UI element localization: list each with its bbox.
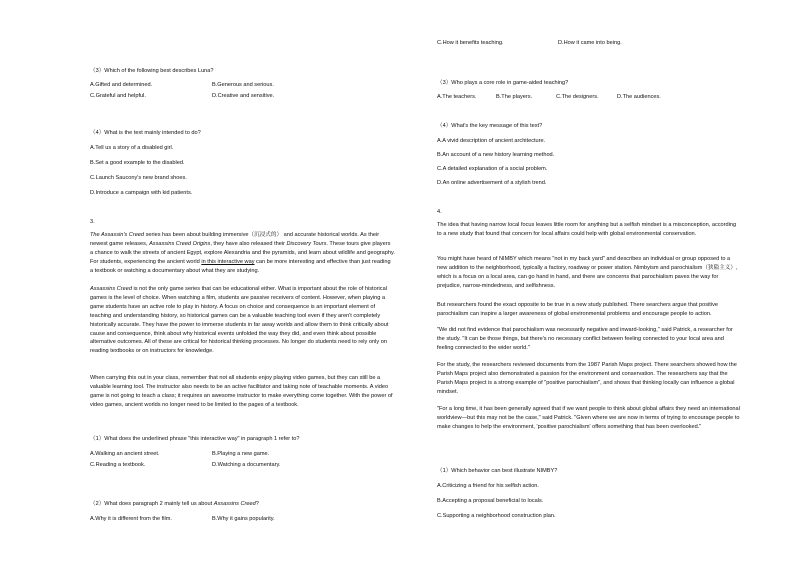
passage-paragraph: When carrying this out in your class, remember that not all students enjoy playing video games, but they can still be a valuable learning tool. The instructor also needs to be an active facilitator and taking note of teachable moments. A video game is not going to teach a class; it requires an awesome instructor to make everything come together. With the power of video games, ancient worlds no longer need to be limited to the pages of a textbook. — [90, 375, 393, 408]
passage-paragraph: For the study, the researchers reviewed documents from the 1987 Parish Maps project. There searchers showed how the Parish Maps project also demonstrated a passion for the environment and conservation. The researchers say that the Parish Maps project is a strong example of "positive parochialism", and shows that thinking locally can influence a global mindset. — [437, 362, 737, 395]
passage-paragraph: "For a long time, it has been generally agreed that if we want people to think about global affairs they need an international worldview—but this may not be the case," said Patrick. "Given where we are now in terms of trying to encourage people to make changes to help the environment, 'positive parochialism' offers something that has been overlooked." — [437, 406, 740, 430]
option-b: B.The players. — [496, 94, 533, 100]
question-stem: （3）Which of the following best describes Luna? — [90, 68, 214, 74]
option-b: B.Set a good example to the disabled. — [90, 160, 185, 166]
option-c: C.Grateful and helpful. — [90, 93, 146, 99]
option-a: A.Gifted and determined. — [90, 82, 153, 88]
question-stem: （3）Who plays a core role in game-aided teaching? — [437, 80, 569, 86]
passage-paragraph: Assassins Creed is not the only game series that can be educational either. What is important about the role of historical games is the level of choice. When watching a film, students are passive receivers of content. However, when playing a game students have an active role to play in history. A focus on choice and consequence is an important element of teaching and understanding history, so historical games can be a valuable teaching tool even if they aren't completely historically accurate. They have the power to immerse students in far away worlds and allow them to think critically about cause and consequence, think about why historical events unfolded the way they did, and even think about possible alternative outcomes. All of these are critical for historical thinking processes. No longer do students need to rely only on reading textbooks or on instructors for knowledge. — [90, 286, 389, 355]
option-c: C.Launch Saucony's new brand shoes. — [90, 175, 187, 181]
passage-paragraph: But researchers found the exact opposite to be true in a new study published. There searchers argue that positive parochialism can inspire a larger awareness of global environmental problems and encourage people to action. — [437, 302, 718, 317]
option-a: A.Criticizing a friend for his selfish action. — [437, 483, 539, 489]
option-d: D.An online advertisement of a stylish trend. — [437, 180, 547, 186]
option-a: A.A vivid description of ancient architecture. — [437, 138, 546, 144]
underlined-phrase: in this interactive way — [201, 258, 255, 265]
passage-paragraph: The idea that having narrow local focus leaves little room for anything but a selfish mindset is a misconception, according to a new study that found that concern for local affairs could help with global environmental conservation. — [437, 222, 737, 237]
section-number: 4. — [437, 209, 442, 215]
option-a: A.Tell us a story of a disabled girl. — [90, 145, 174, 151]
option-d: D.Introduce a campaign with kid patients. — [90, 190, 193, 196]
option-b: B.Why it gains popularity. — [212, 516, 275, 522]
question-stem: （1）Which behavior can best illustrate NIMBY? — [437, 468, 558, 474]
option-c: C.Supporting a neighborhood construction plan. — [437, 513, 556, 519]
passage-paragraph: "We did not find evidence that parochialism was necessarily negative and inward-looking," said Patrick, a researcher for the study. "It can be those things, but there's no necessary conflict between feeling connected to your local area and feeling connected to the wider world." — [437, 327, 733, 351]
option-a: A.The teachers. — [437, 94, 477, 100]
option-a: A.Walking an ancient street. — [90, 451, 160, 457]
question-stem: （4）What is the text mainly intended to do? — [90, 130, 201, 136]
option-c: C.The designers. — [556, 94, 599, 100]
option-d: D.Creative and sensitive. — [212, 93, 275, 99]
option-d: D.Watching a documentary. — [212, 462, 281, 468]
option-b: B.Playing a new game. — [212, 451, 270, 457]
passage-paragraph: You might have heard of NIMBY which means "not in my back yard" and describes an individual or group opposed to a new addition to the neighborhood, typically a factory, roadway or power station. Nimbyism and parochialism（狭隘主义）, which is a focus on a local area, can go hand in hand, and there are concerns that parochialism paves the way for prejudice, narrow-mindedness, and selfishness. — [437, 256, 738, 289]
option-d: D.The audiences. — [617, 94, 661, 100]
question-stem: （1）What does the underlined phrase "this interactive way" in paragraph 1 refer to? — [90, 436, 300, 442]
option-a: A.Why it is different from the film. — [90, 516, 172, 522]
option-b: B.An account of a new history learning method. — [437, 152, 555, 158]
option-c: C.A detailed explanation of a social problem. — [437, 166, 548, 172]
question-stem: （4）What's the key message of this text? — [437, 123, 543, 129]
option-b: B.Accepting a proposal beneficial to locals. — [437, 498, 544, 504]
section-number: 3. — [90, 219, 95, 225]
option-c: C.How it benefits teaching. — [437, 40, 504, 46]
question-stem: （2）What does paragraph 2 mainly tell us about Assassins Creed? — [90, 501, 259, 507]
passage-paragraph: The Assassin's Creed series has been about building immersive（沉浸式的） and accurate historical worlds. As their newest game releases, Assassins Creed Origins, they have also released their Discovery Tours. These tours give players a chance to walk the streets of ancient Egypt, explore Alexandria and the pyramids, and learn about wildlife and geography. For students, experiencing the ancient world in this interactive way can be more interesting and effective than just reading a textbook or watching a documentary about what they are studying. — [90, 232, 395, 274]
option-c: C.Reading a textbook. — [90, 462, 146, 468]
option-d: D.How it came into being. — [558, 40, 622, 46]
option-b: B.Generous and serious. — [212, 82, 274, 88]
